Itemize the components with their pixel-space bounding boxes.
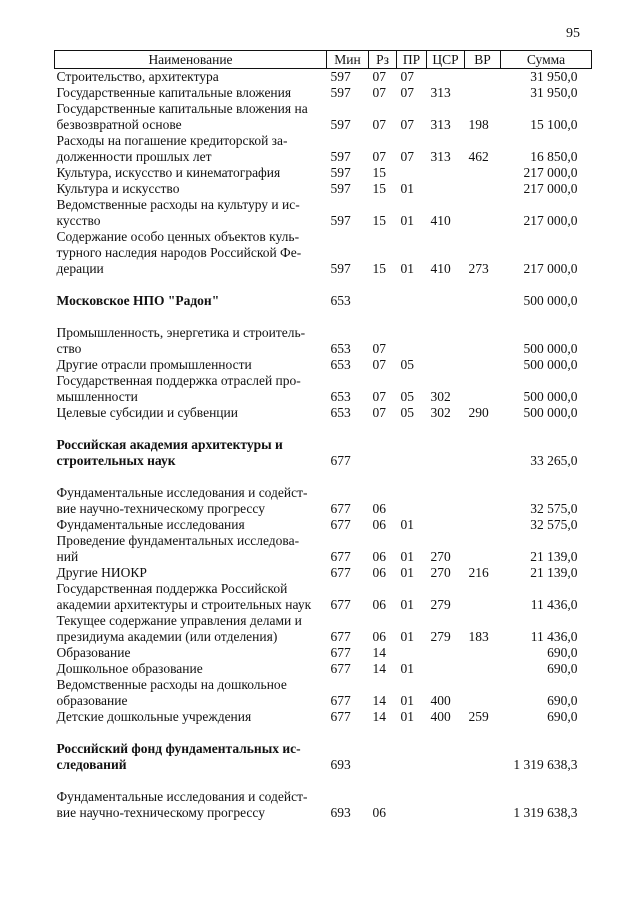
cell-rz: 14: [372, 709, 386, 724]
cell-pr: 01: [400, 261, 414, 276]
cell-min: 597: [330, 213, 351, 228]
table-row: [55, 229, 592, 277]
cell-csr: [427, 69, 465, 86]
spacer-cell: [55, 725, 592, 741]
table-row: [55, 517, 592, 533]
spacer-cell: [55, 309, 592, 325]
cell-csr: [427, 645, 465, 661]
cell-rz: 14: [372, 693, 386, 708]
cell-sum: 217 000,0: [523, 261, 578, 276]
table-row: [55, 101, 592, 133]
cell-rz: 07: [372, 85, 386, 100]
cell-vr: [465, 485, 501, 517]
table-row: [55, 405, 592, 421]
cell-min: 677: [330, 629, 351, 644]
cell-name: Другие НИОКР: [56, 565, 147, 580]
cell-sum: 16 850,0: [530, 149, 578, 164]
cell-rz: 07: [372, 69, 386, 84]
spacer-row: [55, 277, 592, 293]
page-number: 95: [566, 26, 580, 41]
cell-name: Строительство, архитектура: [56, 69, 219, 84]
header-rz: Рз: [369, 51, 397, 69]
organization-row: [55, 741, 592, 773]
cell-csr: [427, 789, 465, 821]
cell-csr: 313: [430, 85, 451, 100]
cell-pr: 01: [400, 517, 414, 532]
cell-vr: 290: [468, 405, 489, 420]
cell-name: Государственная поддержка отраслей про- мышленности: [56, 373, 301, 404]
cell-vr: 462: [468, 149, 489, 164]
cell-vr: [465, 533, 501, 565]
cell-vr: [465, 517, 501, 533]
cell-name: Другие отрасли промышленности: [56, 357, 252, 372]
cell-sum: 500 000,0: [523, 293, 578, 308]
cell-pr: [397, 645, 427, 661]
cell-csr: 279: [430, 597, 451, 612]
cell-rz: 07: [372, 389, 386, 404]
table-row: [55, 133, 592, 165]
cell-pr: 01: [400, 565, 414, 580]
table-row: [55, 565, 592, 581]
table-row: [55, 485, 592, 517]
cell-name: Российский фонд фундаментальных ис- следований: [56, 741, 301, 772]
cell-vr: [465, 661, 501, 677]
cell-sum: 33 265,0: [530, 453, 578, 468]
cell-sum: 21 139,0: [530, 549, 578, 564]
cell-sum: 500 000,0: [523, 357, 578, 372]
cell-pr: [397, 165, 427, 181]
cell-name: Промышленность, энергетика и строитель- ство: [56, 325, 306, 356]
table-row: [55, 613, 592, 645]
cell-csr: 302: [430, 389, 451, 404]
cell-pr: [397, 789, 427, 821]
cell-name: Ведомственные расходы на дошкольное образование: [56, 677, 287, 708]
cell-name: Текущее содержание управления делами и президиума академии (или отделения): [56, 613, 302, 644]
cell-vr: 183: [468, 629, 489, 644]
cell-rz: [369, 437, 397, 469]
header-sum: Сумма: [501, 51, 592, 69]
cell-csr: 302: [430, 405, 451, 420]
header-csr: ЦСР: [427, 51, 465, 69]
table-header-row: [55, 51, 592, 69]
cell-rz: 15: [372, 261, 386, 276]
table-row: [55, 197, 592, 229]
table-row: [55, 533, 592, 565]
cell-csr: 279: [430, 629, 451, 644]
cell-rz: 07: [372, 341, 386, 356]
cell-name: Фундаментальные исследования: [56, 517, 245, 532]
cell-vr: [465, 581, 501, 613]
cell-name: Дошкольное образование: [56, 661, 203, 676]
cell-sum: 690,0: [547, 709, 578, 724]
table-row: [55, 373, 592, 405]
spacer-cell: [55, 469, 592, 485]
cell-min: 653: [330, 357, 351, 372]
spacer-row: [55, 309, 592, 325]
table-row: [55, 677, 592, 709]
cell-min: 597: [330, 149, 351, 164]
cell-pr: 05: [400, 357, 414, 372]
cell-rz: 15: [372, 213, 386, 228]
cell-rz: 14: [372, 645, 386, 660]
spacer-row: [55, 773, 592, 789]
cell-rz: 06: [372, 549, 386, 564]
table-body: [55, 69, 592, 822]
cell-min: 597: [330, 261, 351, 276]
cell-rz: 07: [372, 357, 386, 372]
cell-name: Расходы на погашение кредиторской за- долженности прошлых лет: [56, 133, 288, 164]
table-row: [55, 789, 592, 821]
cell-rz: 14: [372, 661, 386, 676]
cell-min: 653: [330, 293, 351, 308]
cell-sum: 1 319 638,3: [513, 805, 578, 820]
cell-min: 653: [330, 389, 351, 404]
cell-min: 597: [330, 85, 351, 100]
cell-vr: [465, 197, 501, 229]
cell-vr: [465, 69, 501, 86]
cell-sum: 11 436,0: [530, 629, 578, 644]
cell-sum: 32 575,0: [530, 517, 578, 532]
cell-sum: 32 575,0: [530, 501, 578, 516]
cell-sum: 31 950,0: [530, 69, 578, 84]
cell-csr: 410: [430, 213, 451, 228]
cell-csr: 410: [430, 261, 451, 276]
cell-rz: 06: [372, 629, 386, 644]
cell-vr: [465, 645, 501, 661]
table-row: [55, 181, 592, 197]
cell-csr: 270: [430, 549, 451, 564]
cell-pr: 01: [400, 597, 414, 612]
cell-min: 693: [330, 805, 351, 820]
cell-vr: [465, 437, 501, 469]
cell-vr: 216: [468, 565, 489, 580]
cell-csr: [427, 181, 465, 197]
cell-csr: [427, 293, 465, 309]
cell-pr: 07: [400, 149, 414, 164]
cell-name: Образование: [56, 645, 131, 660]
cell-csr: [427, 357, 465, 373]
cell-name: Государственные капитальные вложения на безвозвратной основе: [56, 101, 308, 132]
cell-pr: 07: [400, 69, 414, 84]
cell-vr: 198: [468, 117, 489, 132]
cell-min: 677: [330, 661, 351, 676]
cell-vr: 273: [468, 261, 489, 276]
cell-name: Московское НПО "Радон": [56, 293, 220, 308]
cell-min: 677: [330, 501, 351, 516]
cell-min: 677: [330, 693, 351, 708]
cell-csr: [427, 517, 465, 533]
budget-table: [54, 50, 592, 821]
table-row: [55, 85, 592, 101]
cell-pr: 05: [400, 405, 414, 420]
cell-name: Содержание особо ценных объектов куль- турного наследия народов Российской Фе- дерации: [56, 229, 302, 276]
table-row: [55, 581, 592, 613]
cell-vr: [465, 165, 501, 181]
cell-pr: 01: [400, 693, 414, 708]
spacer-row: [55, 421, 592, 437]
table-row: [55, 357, 592, 373]
cell-name: Фундаментальные исследования и содейст- вие научно-техническому прогрессу: [56, 789, 308, 820]
cell-min: 653: [330, 341, 351, 356]
organization-row: [55, 293, 592, 309]
table-row: [55, 69, 592, 86]
cell-name: Целевые субсидии и субвенции: [56, 405, 238, 420]
cell-pr: [397, 293, 427, 309]
cell-sum: 217 000,0: [523, 165, 578, 180]
cell-pr: [397, 741, 427, 773]
cell-sum: 21 139,0: [530, 565, 578, 580]
cell-csr: 270: [430, 565, 451, 580]
spacer-cell: [55, 277, 592, 293]
cell-sum: 11 436,0: [530, 597, 578, 612]
cell-vr: [465, 293, 501, 309]
cell-name: Проведение фундаментальных исследова- ний: [56, 533, 300, 564]
cell-pr: 07: [400, 117, 414, 132]
budget-table-container: [54, 50, 591, 821]
spacer-cell: [55, 421, 592, 437]
cell-min: 597: [330, 117, 351, 132]
header-min: Мин: [327, 51, 369, 69]
cell-sum: 690,0: [547, 645, 578, 660]
cell-vr: [465, 789, 501, 821]
spacer-cell: [55, 773, 592, 789]
cell-pr: 07: [400, 85, 414, 100]
cell-pr: 01: [400, 549, 414, 564]
cell-rz: 07: [372, 405, 386, 420]
organization-row: [55, 437, 592, 469]
cell-pr: 01: [400, 709, 414, 724]
cell-rz: [369, 293, 397, 309]
cell-sum: 690,0: [547, 693, 578, 708]
cell-rz: 06: [372, 517, 386, 532]
cell-min: 677: [330, 517, 351, 532]
cell-name: Культура, искусство и кинематография: [56, 165, 281, 180]
cell-name: Государственная поддержка Российской академии архитектуры и строительных наук: [56, 581, 312, 612]
cell-min: 597: [330, 69, 351, 84]
cell-pr: 01: [400, 629, 414, 644]
cell-csr: [427, 741, 465, 773]
table-row: [55, 661, 592, 677]
cell-csr: 313: [430, 149, 451, 164]
cell-sum: 500 000,0: [523, 341, 578, 356]
cell-min: 677: [330, 453, 351, 468]
cell-name: Государственные капитальные вложения: [56, 85, 292, 100]
header-name: Наименование: [55, 51, 327, 69]
cell-csr: 400: [430, 709, 451, 724]
cell-sum: 1 319 638,3: [513, 757, 578, 772]
cell-sum: 217 000,0: [523, 181, 578, 196]
table-row: [55, 325, 592, 357]
table-row: [55, 645, 592, 661]
cell-rz: 15: [372, 165, 386, 180]
cell-min: 677: [330, 565, 351, 580]
cell-min: 693: [330, 757, 351, 772]
cell-csr: [427, 325, 465, 357]
cell-rz: 15: [372, 181, 386, 196]
cell-vr: [465, 741, 501, 773]
cell-pr: 01: [400, 661, 414, 676]
cell-min: 677: [330, 709, 351, 724]
cell-csr: 400: [430, 693, 451, 708]
cell-pr: [397, 325, 427, 357]
cell-sum: 15 100,0: [530, 117, 578, 132]
cell-rz: 06: [372, 501, 386, 516]
cell-csr: [427, 661, 465, 677]
cell-min: 677: [330, 549, 351, 564]
cell-rz: 07: [372, 149, 386, 164]
cell-min: 677: [330, 645, 351, 660]
cell-vr: [465, 325, 501, 357]
cell-pr: [397, 485, 427, 517]
spacer-row: [55, 725, 592, 741]
table-row: [55, 165, 592, 181]
spacer-row: [55, 469, 592, 485]
cell-vr: [465, 85, 501, 101]
cell-name: Ведомственные расходы на культуру и ис- кусство: [56, 197, 300, 228]
cell-csr: [427, 485, 465, 517]
cell-min: 597: [330, 181, 351, 196]
cell-sum: 31 950,0: [530, 85, 578, 100]
cell-sum: 690,0: [547, 661, 578, 676]
cell-sum: 500 000,0: [523, 405, 578, 420]
cell-vr: [465, 373, 501, 405]
cell-rz: 07: [372, 117, 386, 132]
cell-vr: [465, 181, 501, 197]
cell-min: 597: [330, 165, 351, 180]
header-vr: ВР: [465, 51, 501, 69]
cell-rz: 06: [372, 565, 386, 580]
cell-sum: 217 000,0: [523, 213, 578, 228]
cell-pr: 05: [400, 389, 414, 404]
cell-rz: 06: [372, 597, 386, 612]
cell-name: Культура и искусство: [56, 181, 180, 196]
cell-rz: 06: [372, 805, 386, 820]
cell-rz: [369, 741, 397, 773]
cell-name: Фундаментальные исследования и содейст- вие научно-техническому прогрессу: [56, 485, 308, 516]
cell-min: 653: [330, 405, 351, 420]
cell-sum: 500 000,0: [523, 389, 578, 404]
cell-pr: [397, 437, 427, 469]
cell-vr: 259: [468, 709, 489, 724]
cell-vr: [465, 677, 501, 709]
cell-csr: [427, 437, 465, 469]
cell-min: 677: [330, 597, 351, 612]
header-pr: ПР: [397, 51, 427, 69]
cell-name: Детские дошкольные учреждения: [56, 709, 252, 724]
cell-pr: 01: [400, 213, 414, 228]
cell-pr: 01: [400, 181, 414, 196]
cell-vr: [465, 357, 501, 373]
table-row: [55, 709, 592, 725]
cell-name: Российская академия архитектуры и строительных наук: [56, 437, 283, 468]
cell-csr: [427, 165, 465, 181]
cell-csr: 313: [430, 117, 451, 132]
